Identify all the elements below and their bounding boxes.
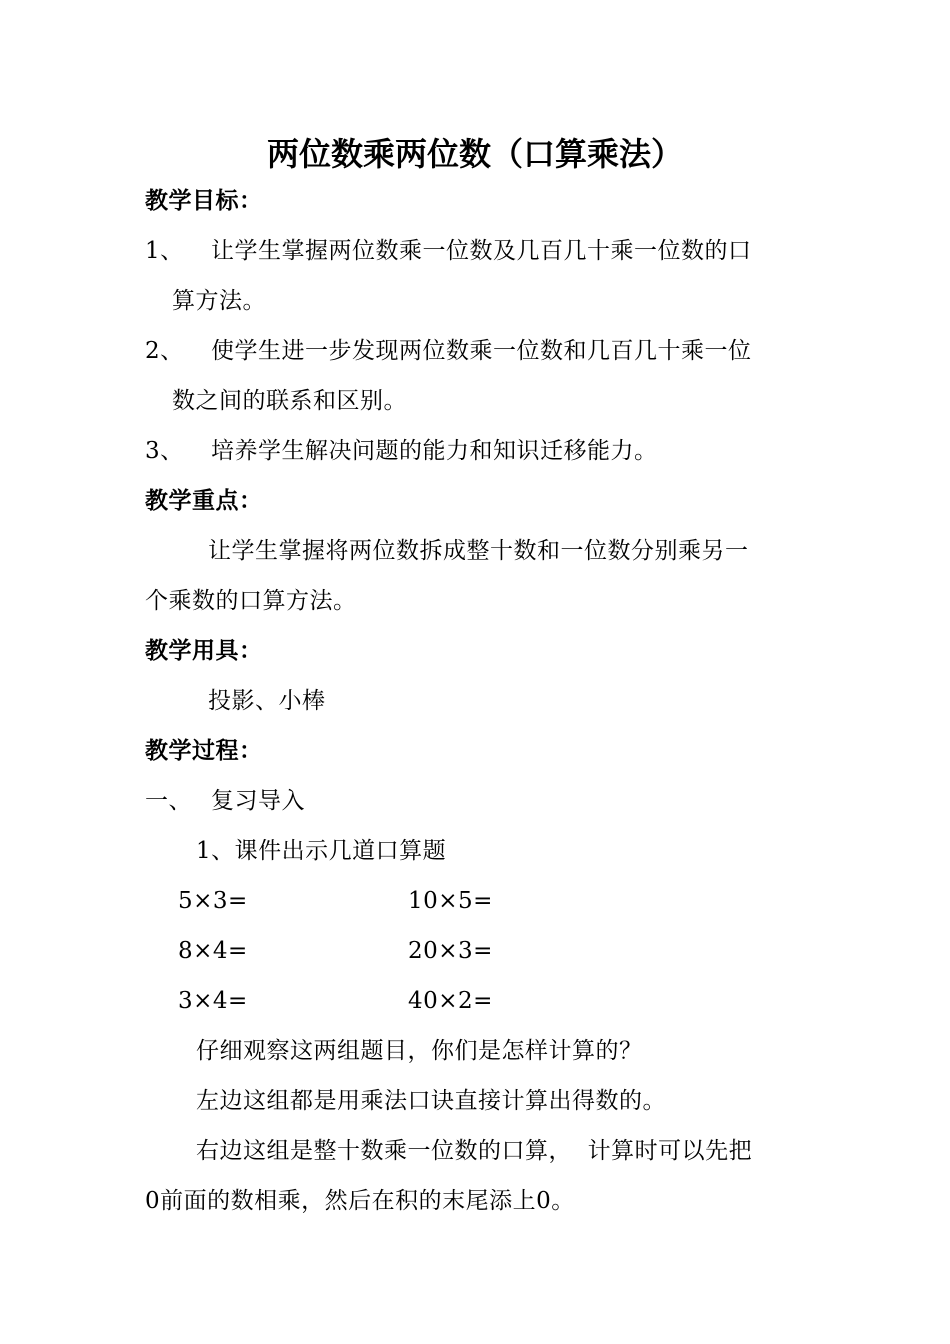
left-exercise-2: 8×4= xyxy=(178,938,248,964)
keypoints-line-1: 让学生掌握将两位数拆成整十数和一位数分别乘另一 xyxy=(208,538,749,564)
paragraph-question: 仔细观察这两组题目，你们是怎样计算的？ xyxy=(196,1038,643,1064)
tools-text: 投影、小棒 xyxy=(208,688,326,714)
right-exercise-1: 10×5= xyxy=(408,888,493,914)
objective-3-number: 3、 xyxy=(145,438,184,464)
tools-heading: 教学用具： xyxy=(145,638,263,664)
section-1-title: 复习导入 xyxy=(211,788,305,814)
document-title: 两位数乘两位数（口算乘法） xyxy=(266,135,683,173)
objective-1-text: 让学生掌握两位数乘一位数及几百几十乘一位数的口 xyxy=(211,238,752,264)
paragraph-left-group: 左边这组都是用乘法口诀直接计算出得数的。 xyxy=(196,1088,666,1114)
keypoints-line-2: 个乘数的口算方法。 xyxy=(145,588,357,614)
left-exercise-1: 5×3= xyxy=(178,888,248,914)
right-exercise-2: 20×3= xyxy=(408,938,493,964)
keypoints-heading: 教学重点： xyxy=(145,488,263,514)
objective-1-continuation: 算方法。 xyxy=(172,288,266,314)
right-exercise-3: 40×2= xyxy=(408,988,493,1014)
objective-3-text: 培养学生解决问题的能力和知识迁移能力。 xyxy=(211,438,658,464)
paragraph-right-group-line-1: 右边这组是整十数乘一位数的口算， 计算时可以先把 xyxy=(196,1138,753,1164)
process-heading: 教学过程： xyxy=(145,738,263,764)
objective-2-number: 2、 xyxy=(145,338,184,364)
objective-2-continuation: 数之间的联系和区别。 xyxy=(172,388,407,414)
paragraph-right-group-line-2: 0前面的数相乘，然后在积的末尾添上0。 xyxy=(145,1188,575,1214)
step-1-text: 1、课件出示几道口算题 xyxy=(196,838,447,864)
objectives-heading: 教学目标： xyxy=(145,188,263,214)
objective-2-text: 使学生进一步发现两位数乘一位数和几百几十乘一位 xyxy=(211,338,752,364)
left-exercise-3: 3×4= xyxy=(178,988,248,1014)
section-1-number: 一、 xyxy=(145,788,192,814)
objective-1-number: 1、 xyxy=(145,238,184,264)
